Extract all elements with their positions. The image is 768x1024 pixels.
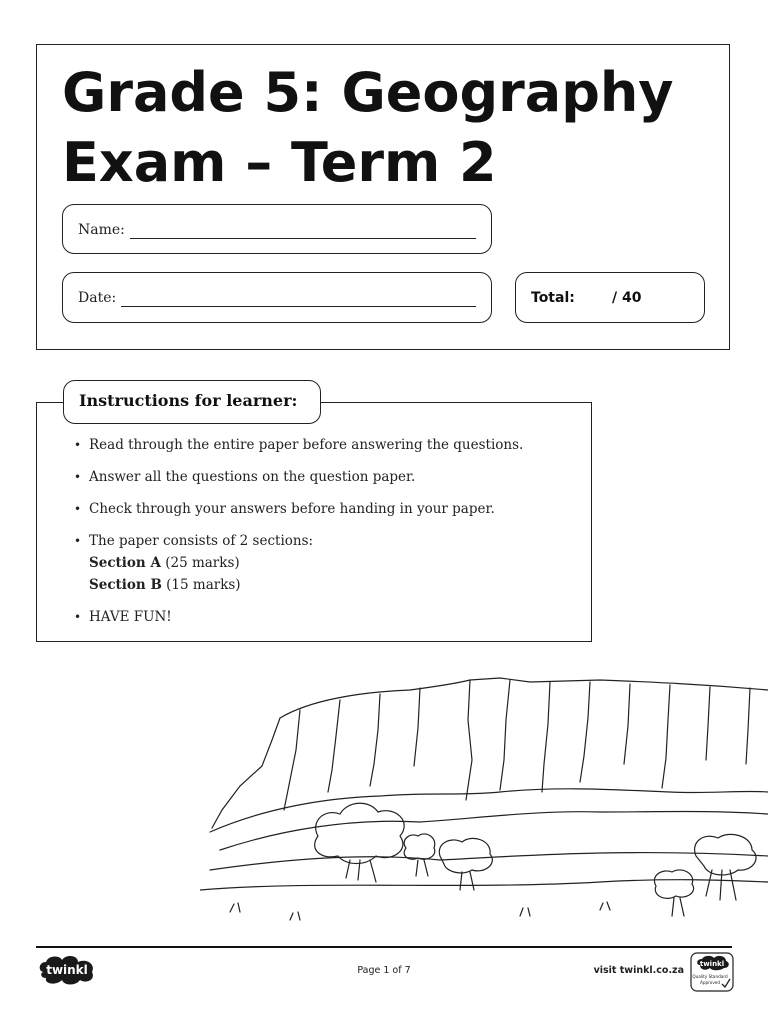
date-line	[121, 306, 476, 307]
list-item: • Check through your answers before handing in your paper.	[74, 498, 584, 520]
total-value: / 40	[612, 290, 642, 306]
page-number: Page 1 of 7	[357, 965, 411, 976]
quality-badge-icon	[690, 952, 734, 992]
section-a-marks: (25 marks)	[165, 555, 240, 571]
total-box	[515, 272, 705, 323]
date-label: Date:	[78, 290, 117, 306]
footer-rule	[36, 946, 732, 948]
section-b-marks: (15 marks)	[166, 577, 241, 593]
badge-logo-text: twinkl	[699, 960, 725, 968]
name-label: Name:	[78, 222, 125, 238]
visit-link[interactable]: visit twinkl.co.za	[593, 965, 684, 976]
list-item: • Answer all the questions on the question paper.	[74, 466, 584, 488]
table-mountain-landscape-illustration	[200, 560, 768, 940]
name-field[interactable]	[62, 204, 492, 254]
title-line-2: Exam – Term 2	[62, 131, 497, 194]
instructions-tab	[63, 380, 321, 424]
badge-line-1: Quality Standard	[692, 974, 728, 979]
logo-text: twinkl	[46, 963, 88, 977]
sections-intro: The paper consists of 2 sections:	[89, 533, 314, 549]
instructions-title: Instructions for learner:	[79, 391, 298, 410]
page-title	[62, 58, 674, 198]
name-line	[130, 238, 476, 239]
section-a-name: Section A	[89, 555, 161, 571]
badge-line-2: Approved	[699, 980, 721, 985]
date-field[interactable]	[62, 272, 492, 323]
total-label: Total:	[531, 290, 575, 306]
section-b-name: Section B	[89, 577, 162, 593]
title-line-1: Grade 5: Geography	[62, 61, 674, 124]
list-item: • HAVE FUN!	[74, 606, 584, 628]
list-item: • Read through the entire paper before answering the questions.	[74, 434, 584, 456]
